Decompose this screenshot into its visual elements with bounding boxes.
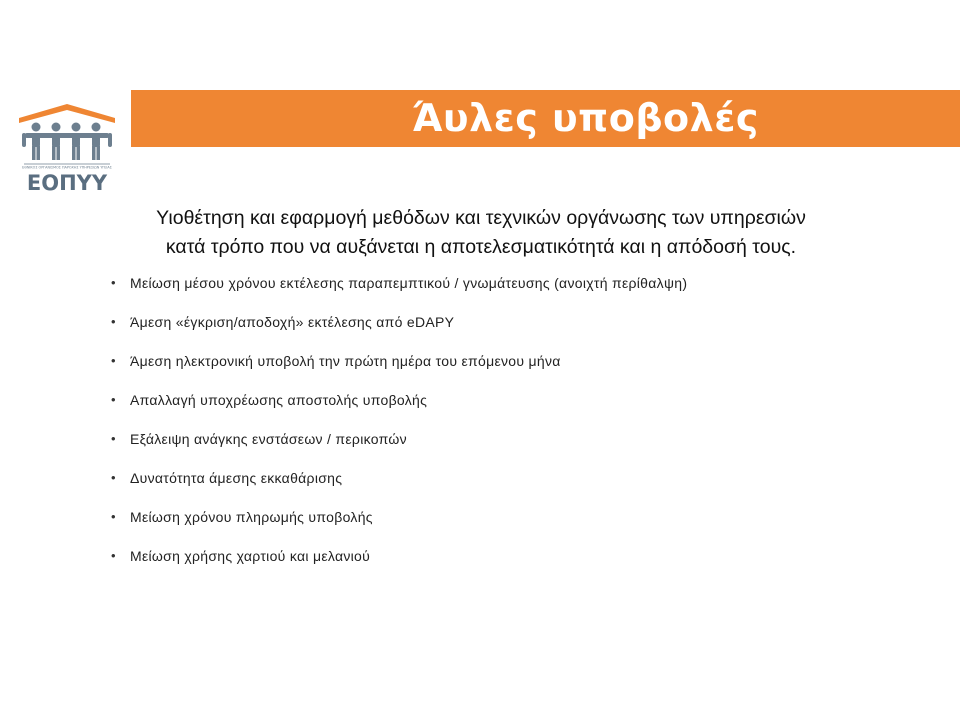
intro-line-2: κατά τρόπο που να αυξάνεται η αποτελεσματικότητά και η απόδοσή τους. [165,236,797,258]
page-title: Άυλες υποβολές [412,96,759,140]
bullet-item: • Εξάλειψη ανάγκης ενστάσεων / περικοπών [108,431,908,470]
eopyy-logo-icon [16,102,118,196]
title-bar [131,90,960,147]
bullet-item: • Μείωση χρόνου πληρωμής υποβολής [108,509,908,548]
intro-paragraph [66,204,896,262]
bullet-item: • Δυνατότητα άμεσης εκκαθάρισης [108,470,908,509]
bullet-list [108,275,908,587]
bullet-item: • Άμεση ηλεκτρονική υποβολή την πρώτη ημέρα του επόμενου μήνα [108,353,908,392]
eopyy-logo [16,102,118,196]
bullet-item: • Μείωση μέσου χρόνου εκτέλεσης παραπεμπτικού / γνωμάτευσης (ανοιχτή περίθαλψη) [108,275,908,314]
bullet-item: • Απαλλαγή υποχρέωσης αποστολής υποβολής [108,392,908,431]
logo-small-text: ΕΘΝΙΚΟΣ ΟΡΓΑΝΙΣΜΟΣ ΠΑΡΟΧΗΣ ΥΠΗΡΕΣΙΩΝ ΥΓΕΙΑΣ [22,165,112,170]
logo-name: ΕΟΠΥΥ [26,171,108,195]
bullet-item: • Άμεση «έγκριση/αποδοχή» εκτέλεσης από eDAPY [108,314,908,353]
bullet-item: • Μείωση χρήσης χαρτιού και μελανιού [108,548,908,587]
intro-line-1: Υιοθέτηση και εφαρμογή μεθόδων και τεχνικών οργάνωσης των υπηρεσιών [156,207,806,229]
